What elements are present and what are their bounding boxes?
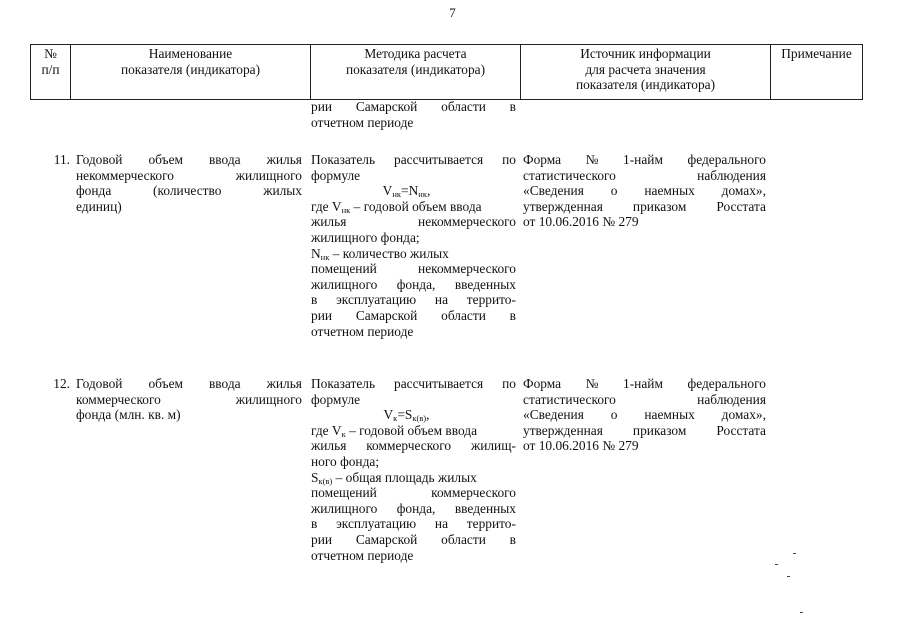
- row-11-name: Годовой объем ввода жилья некоммерческого жилищного фонда (количество жилых единиц): [76, 152, 302, 214]
- table-header: [30, 44, 863, 100]
- scan-speck: [787, 576, 790, 577]
- row-11-source: Форма № 1-найм федерального статистического наблюдения «Сведения о наемных домах», утвержденная приказом Росстата от 10.06.2016 № 279: [523, 152, 766, 230]
- continuation-text: [311, 99, 516, 130]
- row-11-formula: $V_{нк}=N_{нк}$,: [382, 183, 431, 200]
- row-11-n-definition: $N_{нк}$ – количество жилых: [311, 245, 449, 262]
- header-num: № п/п: [31, 45, 71, 100]
- row-11-number: 11.: [53, 152, 70, 167]
- scan-speck: [775, 564, 778, 565]
- header-source: Источник информации для расчета значения показателя (индикатора): [521, 45, 771, 100]
- row-12-name: Годовой объем ввода жилья коммерческого жилищного фонда (млн. кв. м): [76, 376, 302, 423]
- scan-speck: [793, 553, 796, 554]
- header-note: Примечание: [771, 45, 863, 100]
- continuation-line: отчетном периоде: [311, 114, 414, 130]
- header-method: Методика расчета показателя (индикатора): [311, 45, 521, 100]
- header-name: Наименование показателя (индикатора): [71, 45, 311, 100]
- row-12-source: Форма № 1-найм федерального статистического наблюдения «Сведения о наемных домах», утвержденная приказом Росстата от 10.06.2016 № 279: [523, 376, 766, 454]
- page-number: 7: [449, 5, 456, 20]
- row-12-v-definition: где $V_к$ – годовой объем ввода: [311, 422, 478, 439]
- row-11-v-definition: где $V_{нк}$ – годовой объем ввода: [311, 198, 482, 215]
- row-12-s-definition: $S_{к(в)}$ – общая площадь жилых: [311, 469, 477, 486]
- row-11-method: Показатель рассчитывается по формуле $V_{нк}=N_{нк}$, где $V_{нк}$ – годовой объем ввода жилья некоммерческого жилищного фонда; $N_{нк}$ – количество жилых помещений некоммерческого жилищного фонда, введенных в эксплуатацию на террито- рии Самарской области в отчетном периоде: [311, 152, 516, 339]
- scan-speck: [800, 612, 803, 613]
- row-12-method: Показатель рассчитывается по формуле $V_к=S_{к(в)}$, где $V_к$ – годовой объем ввода жилья коммерческого жилищ- ного фонда; $S_{к(в)}$ – общая площадь жилых помещений коммерческого жилищного фонда, введенных в эксплуатацию на террито- рии Самарской области в отчетном периоде: [311, 376, 516, 563]
- row-12-number: 12.: [53, 376, 70, 391]
- row-12-formula: $V_к=S_{к(в)}$,: [383, 407, 430, 424]
- continuation-line: рии Самарской области в: [311, 99, 516, 114]
